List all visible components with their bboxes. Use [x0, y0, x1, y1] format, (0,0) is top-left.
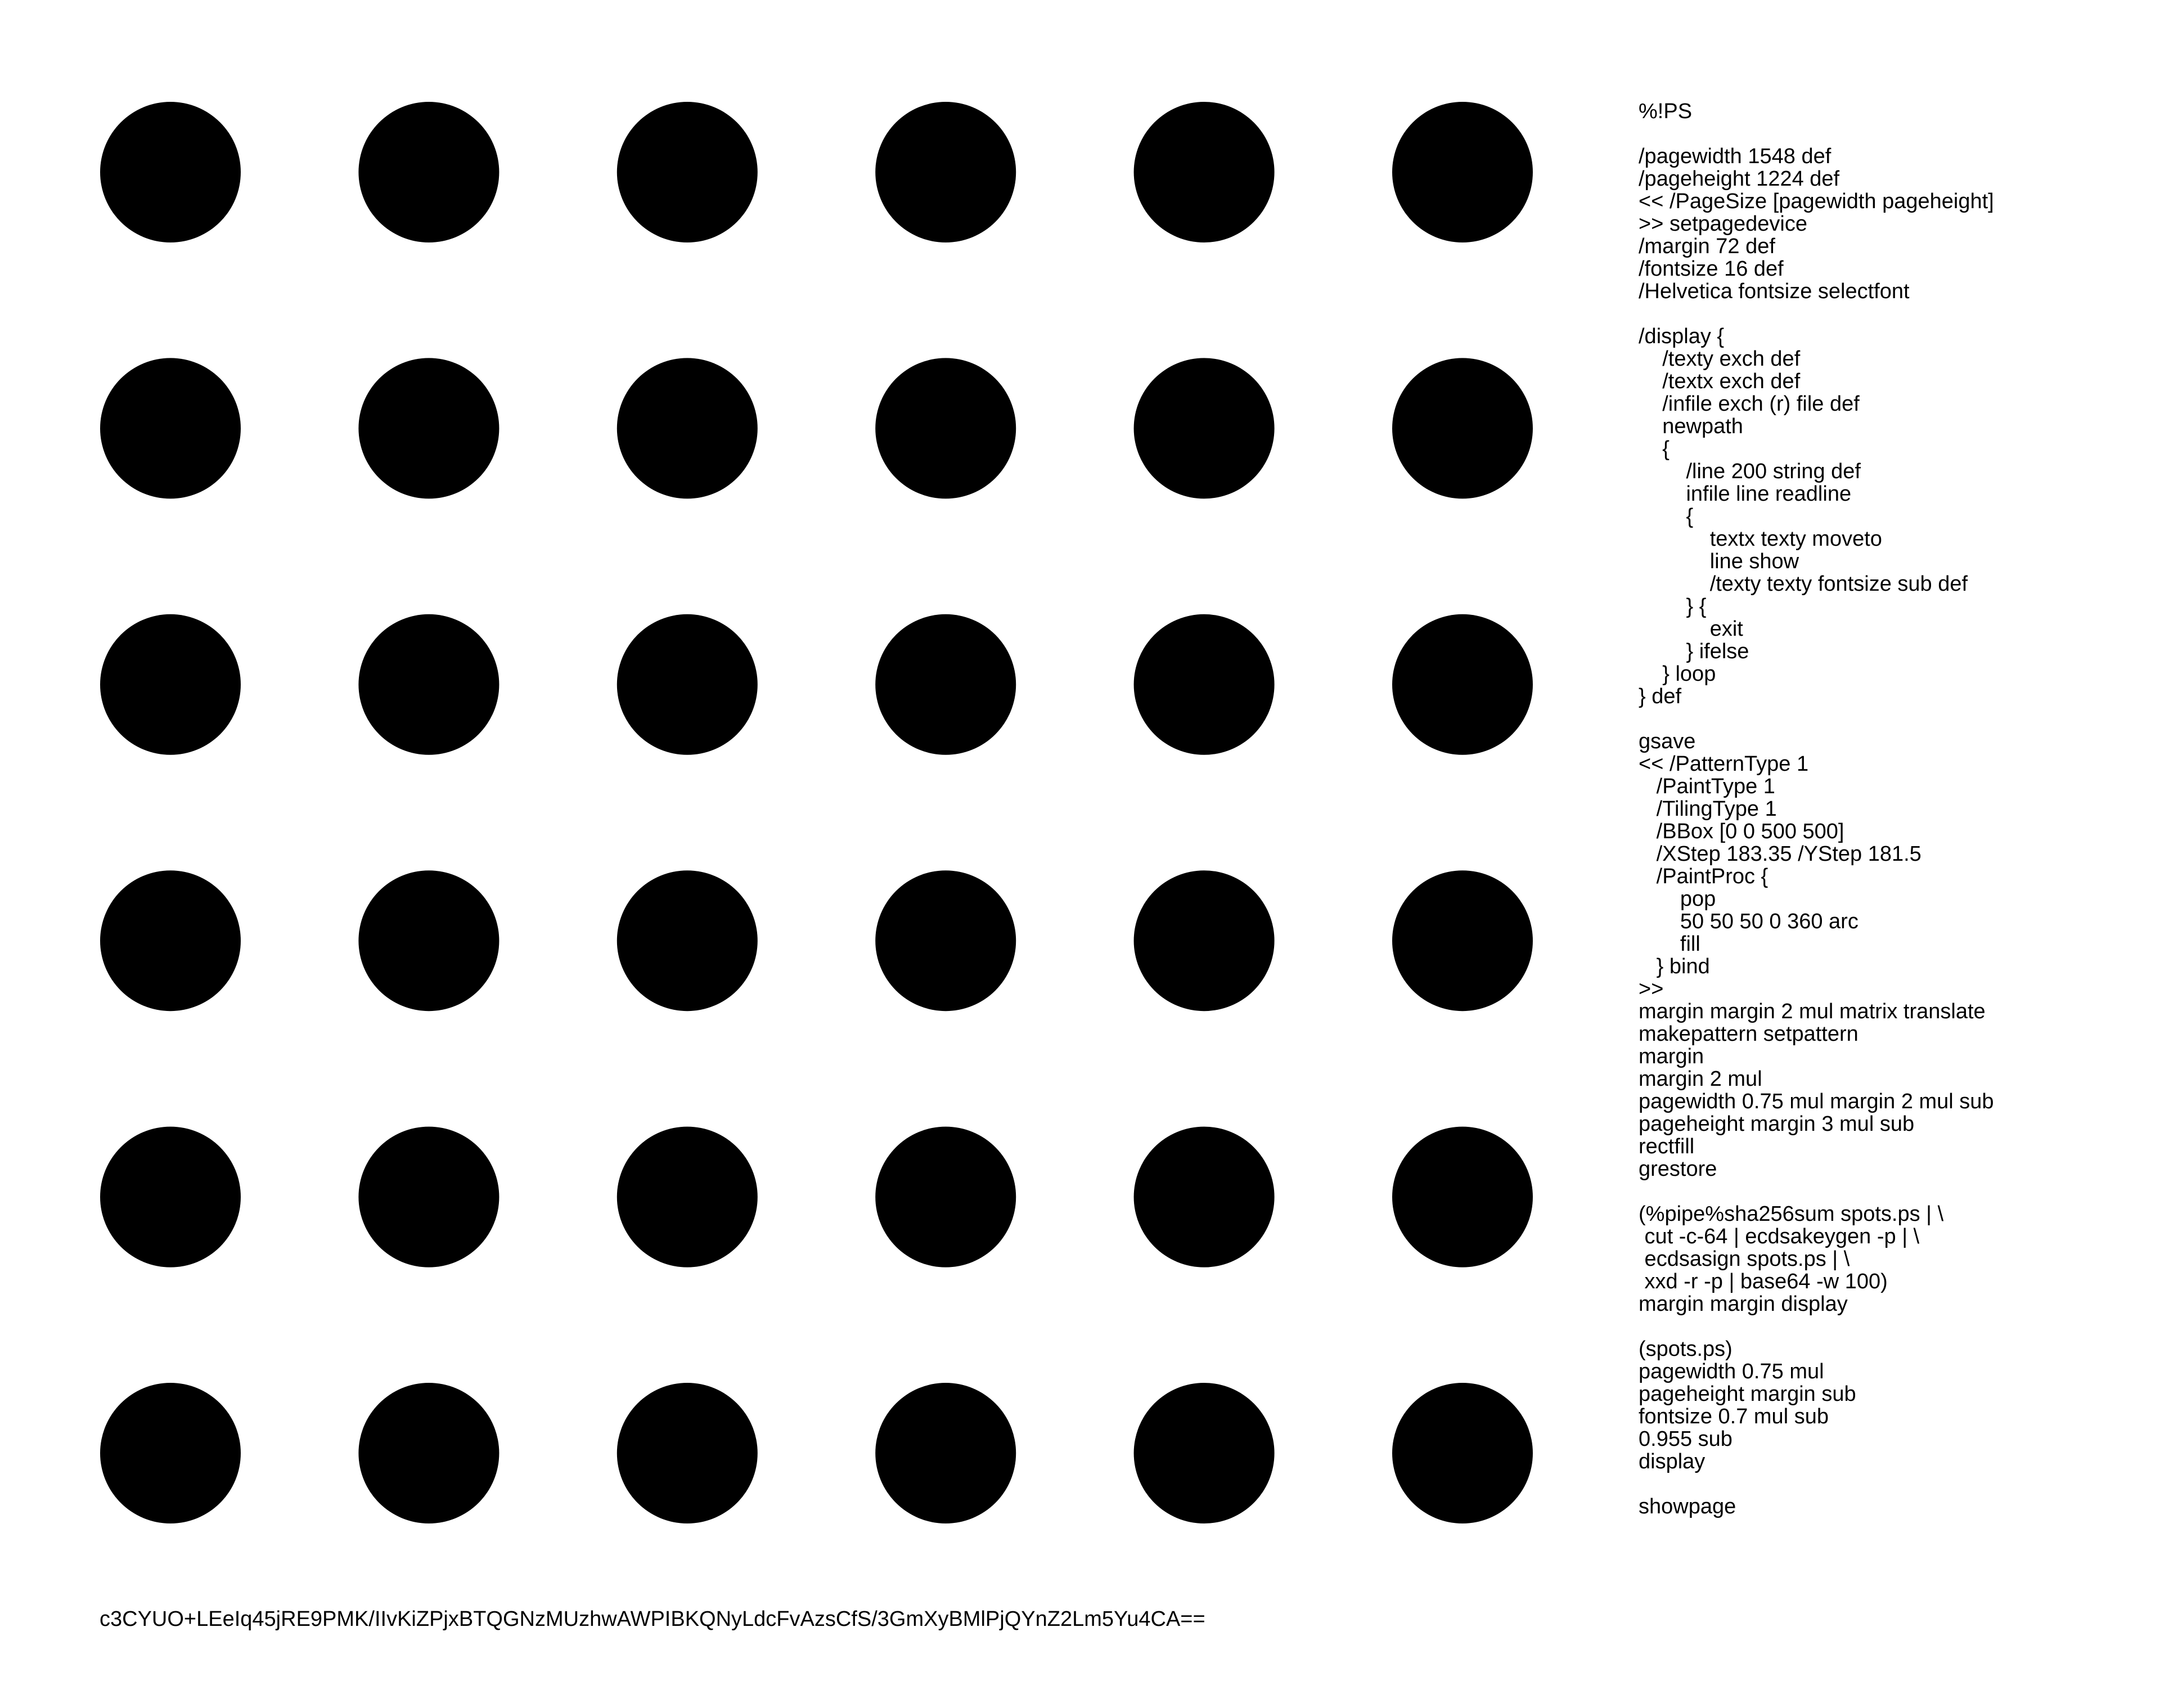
pattern-dot — [1392, 1383, 1533, 1523]
pattern-dot — [358, 102, 499, 242]
pattern-dot — [100, 870, 241, 1011]
pattern-dot — [1134, 1383, 1275, 1523]
pattern-dot — [100, 1383, 241, 1523]
pattern-dot — [617, 1127, 758, 1267]
pattern-dot — [617, 870, 758, 1011]
pattern-dot — [358, 870, 499, 1011]
pattern-dot — [1392, 870, 1533, 1011]
pattern-dot — [1392, 358, 1533, 498]
pattern-dot — [875, 358, 1016, 498]
pattern-dot — [875, 870, 1016, 1011]
pattern-dot — [1392, 614, 1533, 755]
pattern-dot — [1134, 102, 1275, 242]
pattern-dot — [875, 1127, 1016, 1267]
pattern-dot — [1134, 870, 1275, 1011]
pattern-dot — [358, 614, 499, 755]
pattern-dot — [617, 1383, 758, 1523]
pattern-dot — [875, 102, 1016, 242]
pattern-dot — [358, 1383, 499, 1523]
pattern-dot — [875, 614, 1016, 755]
pattern-dot — [1392, 102, 1533, 242]
pattern-dot — [358, 1127, 499, 1267]
pattern-dot — [100, 358, 241, 498]
pattern-dot — [875, 1383, 1016, 1523]
pattern-dot — [617, 614, 758, 755]
pattern-dot — [1134, 1127, 1275, 1267]
pattern-dot — [100, 614, 241, 755]
pattern-dot — [617, 358, 758, 498]
pattern-dot — [358, 358, 499, 498]
pattern-dot — [1134, 614, 1275, 755]
pattern-dot — [100, 102, 241, 242]
pattern-dot — [1134, 358, 1275, 498]
postscript-source-listing: %!PS /pagewidth 1548 def /pageheight 1224 def << /PageSize [pagewidth pageheight] >> setpagedevice /margin 72 def /fontsize 16 def /Helvetica fontsize selectfont /display { /texty exch def /textx exch def /infile exch (r) file def newpath { /line 200 string def infile line readline { textx texty moveto line show /texty texty fontsize sub def } { exit } ifelse } loop } def gsave << /PatternType 1 /PaintType 1 /TilingType 1 /BBox [0 0 500 500] /XStep 183.35 /YStep 181.5 /PaintProc { pop 50 50 50 0 360 arc fill } bind >> margin margin 2 mul matrix translate makepattern setpattern margin margin 2 mul pagewidth 0.75 mul margin 2 mul sub pageheight margin 3 mul sub rectfill grestore (%pipe%sha256sum spots.ps | \ cut -c-64 | ecdsakeygen -p | \ ecdsasign spots.ps | \ xxd -r -p | base64 -w 100) margin margin display (spots.ps) pagewidth 0.75 mul pageheight margin sub fontsize 0.7 mul sub 0.955 sub display showpage — [1639, 100, 1994, 1518]
signature-line: c3CYUO+LEeIq45jRE9PMK/IIvKiZPjxBTQGNzMUzhwAWPIBKQNyLdcFvAzsCfS/3GmXyBMlPjQYnZ2Lm5Yu4CA== — [100, 1607, 1205, 1631]
pattern-dot — [100, 1127, 241, 1267]
pattern-dot — [1392, 1127, 1533, 1267]
pattern-dot — [617, 102, 758, 242]
